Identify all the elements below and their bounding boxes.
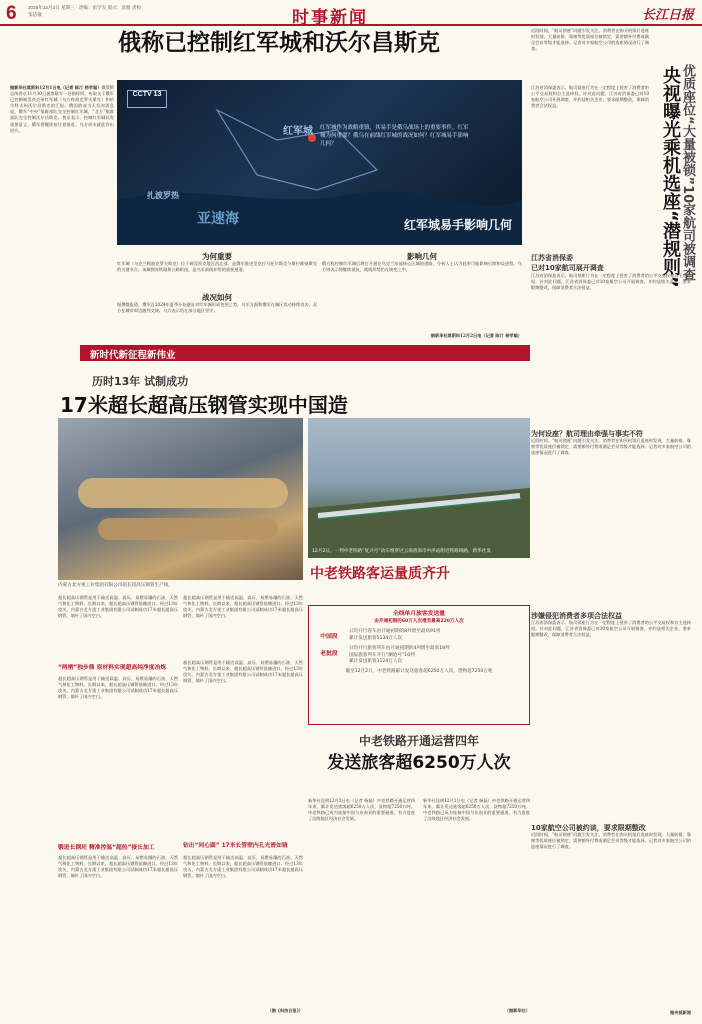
rail-table-head: 全线单月旅客发送量 [392,611,446,617]
rail-row-label: 老挝段 [320,651,338,658]
rail-row-value: 累计发送旅客1124万人次 [349,658,403,664]
rail-row-label: 中国段 [320,634,338,641]
lead-text: 俄罗斯总统普京11月30日视察联军一处指挥所，听取关于俄军已控制顿涅茨克州红军城（乌方称波克罗夫斯克）和哈尔科夫州沃尔昌斯克的汇报。俄国防部当天发布消息说，俄军“中央”集群部队完全控制红军城，“北方”集群部队完全控制沃尔昌斯克。普京表示，控制红军城具有重要意义，俄军将继续按计划推进。乌方尚未就此作出回应。 [10,85,114,133]
right-column [531,28,696,1023]
lead-sub-why: 为何重要 [202,252,232,261]
train-photo [308,418,530,558]
rail-row-value: 累计发送旅客5134万人次 [349,635,403,641]
right-sub-a2: 已对10家航司展开调查 [531,264,604,272]
right-body-d: 江苏省消保委表示，航司锁座行为在一定程度上侵害了消费者的公平交易权和自主选择权。针对此问题，江苏省消保委已对10家航空公司开展调查，并约谈相关企业，要求限期整改，保障消费者合法权益。 [531,620,691,638]
rail-kicker: 中老铁路开通运营四年 [358,734,479,748]
rail-row-value: 国际旅客列车开行“澜沧号”10列 [349,652,415,658]
rail-headline: 发送旅客超6250万人次 [327,753,511,773]
right-body-c: 近段时间，“航司锁座”问题引发关注。消费者在购买机票后选座时发现，大量前排、靠窗等优质座位被锁定，需要额外付费或满足会员等级才能选择。记者对多家航空公司的选座情况进行了调查。 [531,438,691,456]
steel-sub-1: “两栖”独步鼎 原材料实现超高纯净度冶炼 [58,665,167,671]
steel-photo [58,418,303,580]
right-sub-d: 10家航空公司被约谈，要求限期整改 [531,824,646,832]
rail-section-title: 中老铁路客运量质齐升 [310,566,450,582]
right-intro: 近段时间，“航司锁座”问题引发关注。消费者在购买机票后选座时发现，大量前排、靠窗等优质座位被锁定，需要额外付费或满足会员等级才能选择。记者对多家航空公司的选座情况进行了调查。 [531,28,649,52]
lead-body [10,85,114,340]
lead-byline: 据新华社莫斯科12月1日电（记者 陈汀 杨学聪） [10,85,102,90]
war-map-image [117,80,522,245]
steel-pipe-2 [98,518,278,540]
rail-table-footer: 截至12月2日，中老铁路累计发送旅客超6250万人次，货物超7250万吨 [345,669,493,675]
lead-body-war: 据俄媒报道，俄军自2024年夏季开始逐步对红军城形成包围之势，乌军方面称俄军在城区发动持续攻击，双方在城市周边激烈交战。乌方表示仍在部分地区坚守。 [117,302,317,314]
header-meta: 2025年12月3日 星期三 · 责编：彭学友 版式：涂雅 责校：邹洁敏 [28,5,146,17]
right-subheadline: 优质座位“大量被锁”10家航司被调查 [680,64,695,282]
lead-headline: 俄称已控制红军城和沃尔昌斯克 [118,30,440,56]
cctv-logo: CCTV 13 [127,90,167,108]
rail-credit: （据新华社） [504,1008,530,1013]
right-body-e: 近段时间，“航司锁座”问题引发关注。消费者在购买机票后选座时发现，大量前排、靠窗等优质座位被锁定，需要额外付费或满足会员等级才能选择。记者对多家航空公司的选座情况进行了调查。 [531,832,691,850]
map-label-city: 红军城 [283,126,313,137]
steel-body-1: 超长超高压钢管是用于输送高温、高压、易燃易爆的石油、天然气和化工物料。长期以来，超长超高压钢管依赖进口。经过13年攻关，内蒙古北方重工业集团有限公司试制成功17米超长超高压钢管，填补了国内空白。 [58,595,178,619]
right-headline: 央视曝光乘机选座“潜规则” [660,66,681,288]
rail-body-2: 新华社昆明12月2日电（记者 杨磊）中老铁路开通运营四年来，累计发送旅客超6250万人次，货物超7250万吨。中老铁路已成为连接中国与东南亚的重要通道，有力促进了沿线地区经济社会发展。 [423,798,530,822]
page-number: 6 [6,3,17,24]
lead-body-why: 红军城（乌克兰称波克罗夫斯克）位于顿涅茨克地区西北部，是俄军推进至克拉马托尔斯克与斯拉维扬斯克的关键节点。该城拥有铁路和公路枢纽，是乌军前线补给的重要通道。 [117,261,317,273]
steel-credit: （据《科技日报》） [267,1008,303,1013]
right-body-b: 江苏省消保委表示，航司锁座行为在一定程度上侵害了消费者的公平交易权和自主选择权。针对此问题，江苏省消保委已对10家航空公司开展调查，并约谈相关企业，要求限期整改，保障消费者合法权益。 [531,273,691,291]
steel-kicker: 历时13年 试制成功 [92,375,189,388]
train-graphic [308,418,530,558]
steel-body-5: 超长超高压钢管是用于输送高温、高压、易燃易爆的石油、天然气和化工物料。长期以来，超长超高压钢管依赖进口。经过13年攻关，内蒙古北方重工业集团有限公司试制成功17米超长超高压钢管，填补了国内空白。 [58,855,178,879]
rail-row-value: 日均开行旅客列车由开通初期的4列增至最高18列 [349,646,450,652]
map-caption: 红军城作为战略重镇，其易手是俄乌战场上的重要事件。红军城为何重要？俄乌在前线红军城的战况如何？红军城易手影响几何？ [320,125,469,147]
lead-sub-impact: 影响几何 [407,252,437,261]
train-caption: 12月2日，一列中老铁路“复兴号”动车组穿过云南普洱市中洪站附近铁路线路，新华社发 [312,548,491,554]
newspaper-logo: 长江日报 [641,8,694,23]
right-sub-c: 涉嫌侵犯消费者多项合法权益 [531,612,622,620]
rail-stats-box [308,605,530,725]
steel-caption: 内蒙古北方重工业集团有限公司超长超高压钢管生产线。 [58,583,173,588]
right-sub-b: 为何设座？航司理由牵强与事实不符 [531,430,643,438]
section-band-title: 新时代新征程新伟业 [90,350,176,361]
map-label-sea: 亚速海 [197,210,239,226]
steel-body-6: 超长超高压钢管是用于输送高温、高压、易燃易爆的石油、天然气和化工物料。长期以来，超长超高压钢管依赖进口。经过13年攻关，内蒙古北方重工业集团有限公司试制成功17米超长超高压钢管，填补了国内空白。 [183,855,303,879]
steel-headline: 17米超长超高压钢管实现中国造 [60,393,348,417]
right-sub-a: 江苏省消保委 [531,254,573,262]
right-credit: 据央视新闻 [670,1010,691,1015]
steel-body-4: 超长超高压钢管是用于输送高温、高压、易燃易爆的石油、天然气和化工物料。长期以来，超长超高压钢管依赖进口。经过13年攻关，内蒙古北方重工业集团有限公司试制成功17米超长超高压钢管，填补了国内空白。 [183,660,303,684]
steel-body-2: 超长超高压钢管是用于输送高温、高压、易燃易爆的石油、天然气和化工物料。长期以来，超长超高压钢管依赖进口。经过13年攻关，内蒙古北方重工业集团有限公司试制成功17米超长超高压钢管，填补了国内空白。 [183,595,303,619]
rail-row-laos [309,646,529,665]
steel-sub-3: 锻进长钢坯 精准控温“超热”接长加工 [58,845,155,851]
steel-body-3: 超长超高压钢管是用于输送高温、高压、易燃易爆的石油、天然气和化工物料。长期以来，超长超高压钢管依赖进口。经过13年攻关，内蒙古北方重工业集团有限公司试制成功17米超长超高压钢管，填补了国内空白。 [58,676,178,700]
rail-table-note: 由开通初期的60万人次增至最高220万人次 [374,619,464,624]
steel-pipe [78,478,288,508]
lead-credit: 据新华社莫斯科12月2日电（记者 陈汀 杨学聪） [430,333,522,338]
section-title: 时事新闻 [292,8,368,28]
steel-pipe-graphic [58,418,303,580]
rail-body-1: 新华社昆明12月2日电（记者 杨磊）中老铁路开通运营四年来，累计发送旅客超6250万人次，货物超7250万吨。中老铁路已成为连接中国与东南亚的重要通道，有力促进了沿线地区经济社会发展。 [308,798,415,822]
lead-sub-war: 战况如何 [202,293,232,302]
lead-body-impact: 俄方称控制红军城后将打开通往乌克兰东部核心区域的道路，分析人士认为此举可能影响后续和谈进程。乌方则表示将继续抵抗，战线形势仍在演变之中。 [322,261,522,273]
map-label-region: 扎波罗热 [147,191,179,200]
map-overlay-title: 红军城易手影响几何 [403,218,512,232]
rail-row-value: 日均开行客车由开通初期的8列增至最高91列 [349,629,441,635]
rail-row-china [309,629,529,642]
steel-sub-2: 钻出“同心圆” 17米长管壁内孔光滑如镜 [183,843,288,849]
right-body-a: 江苏省消保委表示，航司锁座行为在一定程度上侵害了消费者的公平交易权和自主选择权。针对此问题，江苏省消保委已对10家航空公司开展调查，并约谈相关企业，要求限期整改，保障消费者合法权益。 [531,85,649,109]
